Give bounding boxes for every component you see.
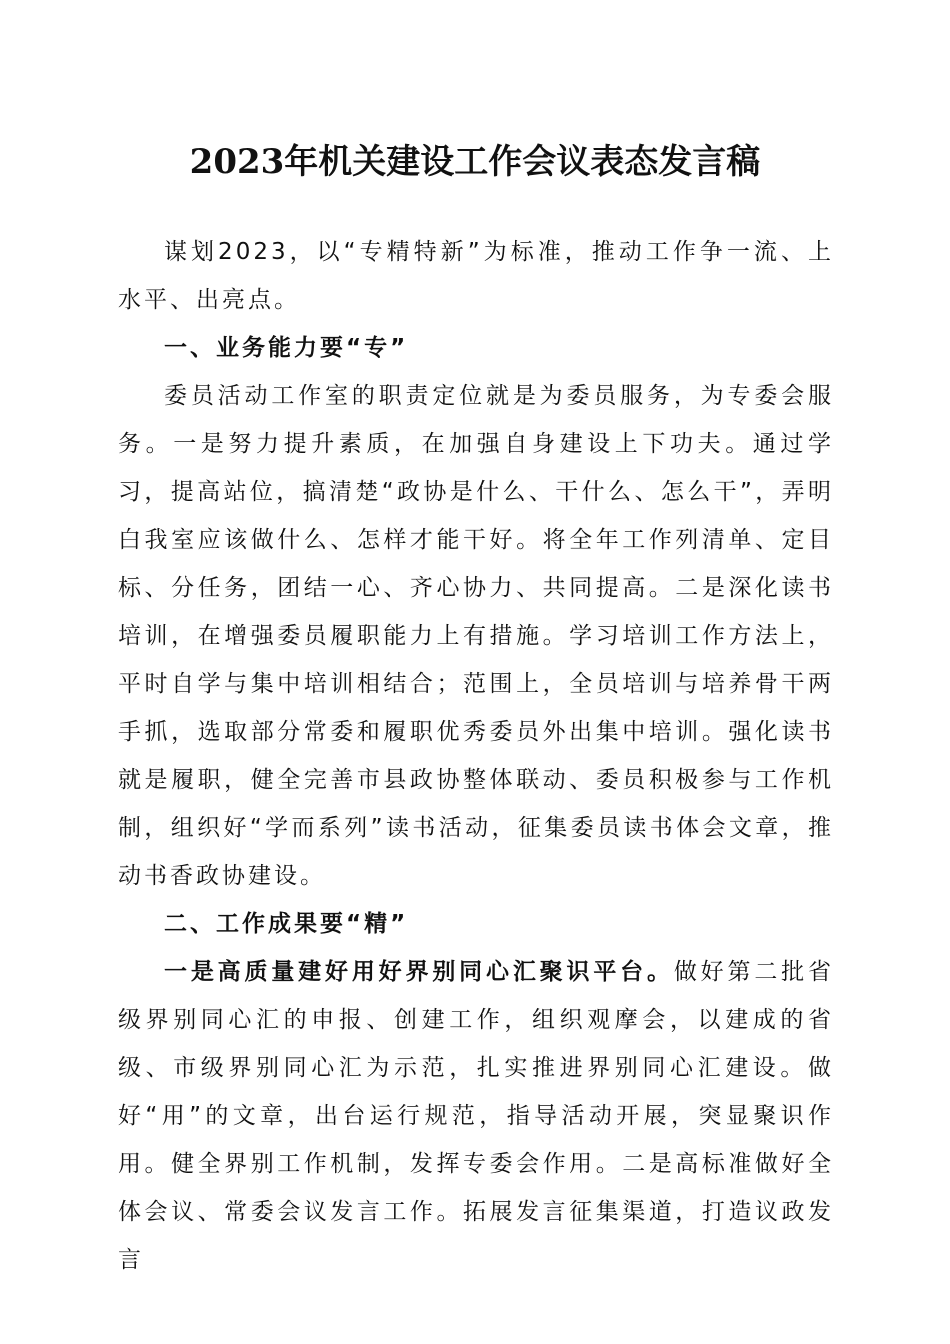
document-title: 2023年机关建设工作会议表态发言稿 [189, 142, 761, 182]
section-2-text: 做好第二批省级界别同心汇的申报、创建工作，组织观摩会，以建成的省级、市级界别同心汇为示范，扎实推进界别同心汇建设。做好“用”的文章，出台运行规范，指导活动开展，突显聚识作用。健全界别工作机制，发挥专委会作用。二是高标准做好全体会议、常委会议发言工作。拓展发言征集渠道，打造议政发言 [118, 959, 835, 1273]
section-2-lead: 一是高质量建好用好界别同心汇聚识平台。 [164, 959, 674, 985]
intro-paragraph: 谋划2023，以“专精特新”为标准，推动工作争一流、上水平、出亮点。 [118, 239, 834, 313]
section-2-heading: 二、工作成果要“精” [164, 911, 409, 937]
section-1-heading: 一、业务能力要“专” [164, 335, 409, 361]
section-1-paragraph: 委员活动工作室的职责定位就是为委员服务，为专委会服务。一是努力提升素质，在加强自身建设上下功夫。通过学习，提高站位，搞清楚“政协是什么、干什么、怎么干”，弄明白我室应该做什么、怎样才能干好。将全年工作列清单、定目标、分任务，团结一心、齐心协力、共同提高。二是深化读书培训，在增强委员履职能力上有措施。学习培训工作方法上，平时自学与集中培训相结合；范围上，全员培训与培养骨干两手抓，选取部分常委和履职优秀委员外出集中培训。强化读书就是履职，健全完善市县政协整体联动、委员积极参与工作机制，组织好“学而系列”读书活动，征集委员读书体会文章，推动书香政协建设。 [118, 383, 834, 889]
document-body [118, 228, 834, 1284]
section-2-paragraph [118, 948, 834, 1284]
